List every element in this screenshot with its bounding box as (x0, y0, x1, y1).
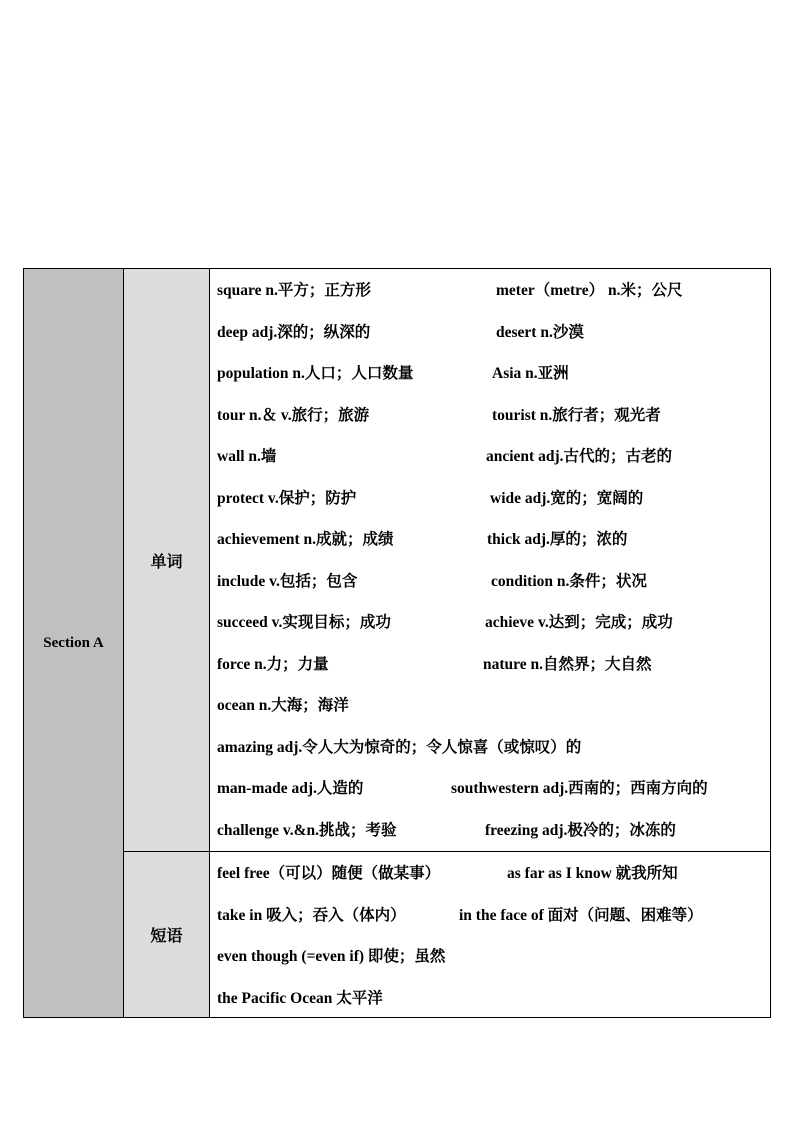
word-entry: amazing adj.令人大为惊奇的；令人惊喜（或惊叹）的 (217, 738, 582, 756)
vocabulary-table (23, 268, 771, 1018)
word-entry: tourist n.旅行者；观光者 (492, 406, 661, 424)
word-entry: include v.包括；包含 (217, 572, 358, 590)
word-entry: man-made adj.人造的 (217, 780, 364, 797)
phrase-entry: feel free（可以）随便（做某事） (217, 865, 441, 882)
word-entry: deep adj.深的；纵深的 (217, 323, 371, 341)
word-entry: Asia n.亚洲 (492, 365, 569, 382)
word-entry: tour n.＆ v.旅行；旅游 (217, 406, 370, 424)
word-entry: desert n.沙漠 (496, 323, 584, 341)
phrase-entry: the Pacific Ocean 太平洋 (217, 989, 383, 1007)
word-entry: wide adj.宽的；宽阔的 (490, 489, 644, 507)
word-entry: southwestern adj.西南的；西南方向的 (451, 780, 708, 797)
word-entry: achievement n.成就；成绩 (217, 531, 394, 548)
word-entry: wall n.墙 (217, 448, 277, 465)
category-words-cell (124, 269, 210, 852)
words-content-cell (210, 269, 770, 852)
word-entry: condition n.条件；状况 (491, 572, 647, 590)
word-entry: force n.力；力量 (217, 655, 329, 673)
word-entry: meter（metre） n.米；公尺 (496, 282, 683, 299)
word-entry: achieve v.达到；完成；成功 (485, 614, 673, 631)
phrases-content-cell (210, 852, 770, 1017)
phrase-entry: in the face of 面对（问题、困难等） (459, 906, 703, 924)
category-phrases-label: 短语 (150, 928, 183, 945)
phrase-entry: take in 吸入；吞入（体内） (217, 906, 406, 924)
phrase-entry: as far as I know 就我所知 (507, 865, 678, 882)
phrase-entry: even though (=even if) 即使；虽然 (217, 948, 446, 965)
word-entry: square n.平方；正方形 (217, 282, 371, 299)
category-phrases-cell (124, 852, 210, 1017)
word-entry: ancient adj.古代的；古老的 (486, 448, 673, 465)
section-cell (24, 269, 124, 1017)
word-entry: ocean n.大海；海洋 (217, 697, 349, 714)
word-entry: protect v.保护；防护 (217, 489, 357, 507)
section-label: Section A (43, 634, 104, 651)
word-entry: succeed v.实现目标；成功 (217, 614, 391, 631)
category-words-label: 单词 (150, 553, 183, 571)
word-entry: population n.人口；人口数量 (217, 365, 414, 382)
word-entry: challenge v.&n.挑战；考验 (217, 821, 397, 839)
word-entry: thick adj.厚的；浓的 (487, 531, 628, 548)
word-entry: nature n.自然界；大自然 (483, 655, 652, 673)
word-entry: freezing adj.极冷的；冰冻的 (485, 821, 676, 839)
